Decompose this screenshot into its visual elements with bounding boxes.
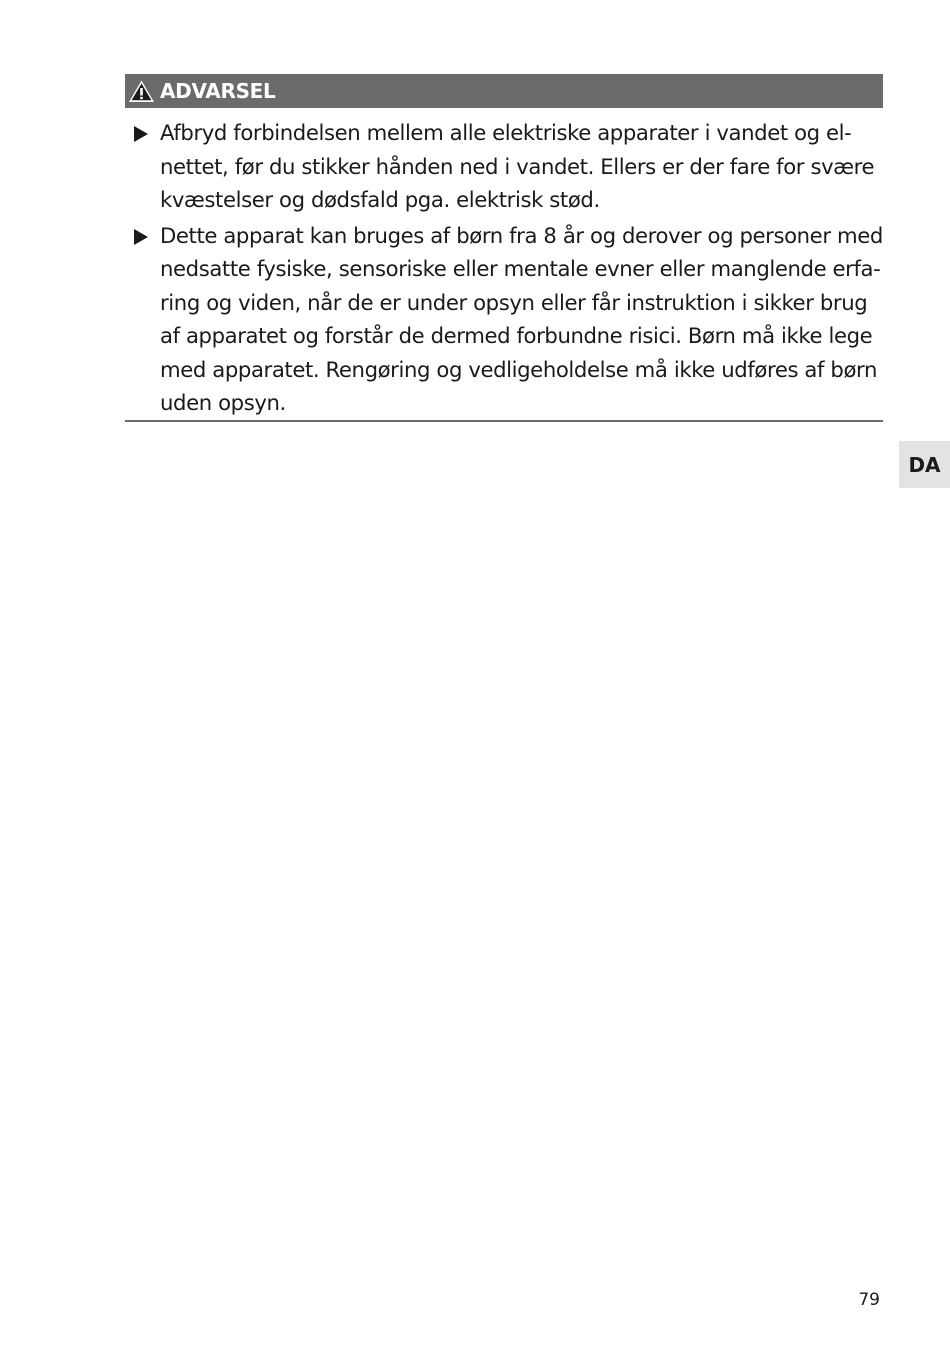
bullet-arrow-icon — [134, 126, 148, 142]
warning-item-line: Dette apparat kan bruges af børn fra 8 år og derover og personer med — [160, 222, 883, 248]
warning-item — [125, 219, 883, 420]
warning-list — [125, 116, 883, 420]
warning-item-line: nedsatte fysiske, sensoriske eller mentale evner eller manglende erfa- — [160, 256, 881, 281]
warning-item-line: kvæstelser og dødsfald pga. elektrisk stød. — [160, 187, 600, 212]
warning-title: ADVARSEL — [160, 79, 276, 103]
warning-item-line: uden opsyn. — [160, 390, 286, 415]
warning-item-line: af apparatet og forstår de dermed forbundne risici. Børn må ikke lege — [160, 323, 873, 348]
warning-item-line: med apparatet. Rengøring og vedligeholdelse må ikke udføres af børn — [160, 356, 877, 382]
warning-item — [125, 116, 883, 217]
warning-header — [125, 74, 883, 108]
language-tab: DA — [899, 441, 950, 488]
bullet-arrow-icon — [134, 229, 148, 245]
page-number: 79 — [858, 1290, 880, 1310]
warning-item-line: nettet, før du stikker hånden ned i vandet. Ellers er der fare for svære — [160, 153, 875, 179]
warning-box — [125, 74, 883, 422]
warning-triangle-icon — [128, 79, 155, 103]
warning-item-line: ring og viden, når de er under opsyn eller får instruktion i sikker brug — [160, 289, 868, 315]
warning-item-line: Afbryd forbindelsen mellem alle elektriske apparater i vandet og el- — [160, 120, 852, 145]
